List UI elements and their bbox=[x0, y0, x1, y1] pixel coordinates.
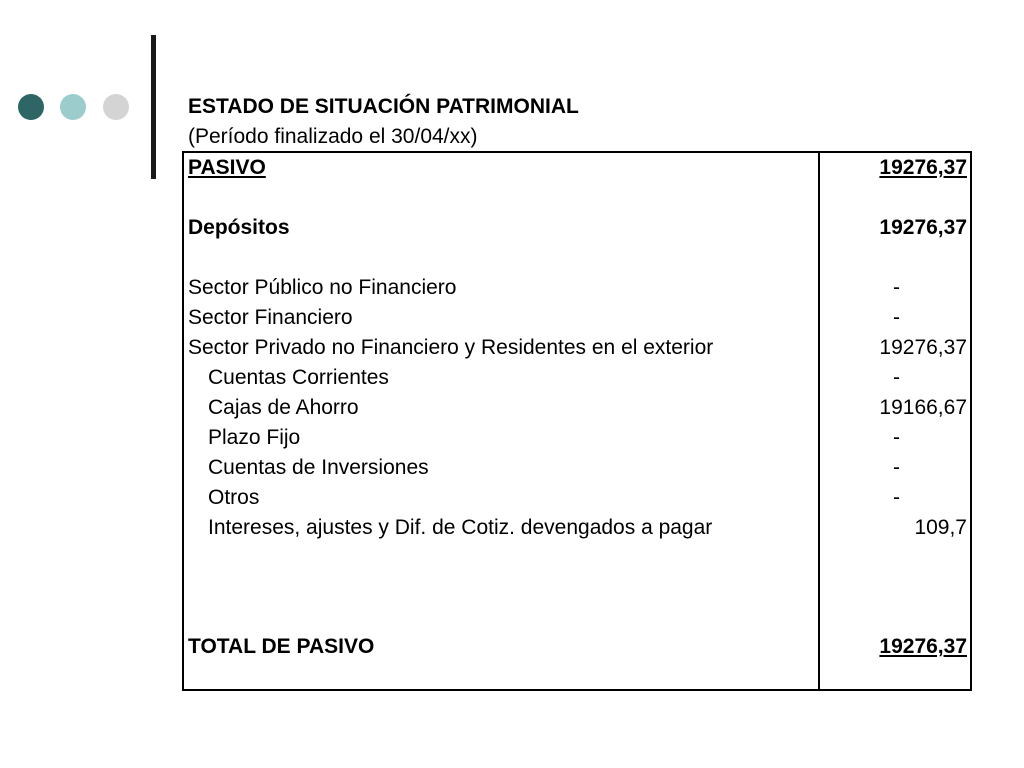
table-row-otros bbox=[184, 483, 970, 513]
row-label: Cuentas Corrientes bbox=[208, 366, 389, 389]
row-value: - bbox=[893, 456, 900, 479]
row-value: 19276,37 bbox=[879, 156, 967, 179]
row-value: 109,7 bbox=[914, 516, 967, 539]
table-row-plazo-fijo bbox=[184, 423, 970, 453]
row-label: PASIVO bbox=[188, 156, 266, 179]
row-label: Intereses, ajustes y Dif. de Cotiz. devengados a pagar bbox=[208, 516, 713, 539]
row-value: - bbox=[893, 276, 900, 299]
row-label: Sector Público no Financiero bbox=[188, 276, 457, 299]
table-row-cajas-ahorro bbox=[184, 393, 970, 423]
row-label: Cuentas de Inversiones bbox=[208, 456, 429, 479]
decorative-dot-dark bbox=[18, 94, 44, 120]
statement-period: (Período finalizado el 30/04/xx) bbox=[188, 125, 478, 148]
table-row-intereses bbox=[184, 513, 970, 543]
table-row-pasivo bbox=[184, 153, 970, 183]
decorative-vertical-rule bbox=[151, 35, 156, 179]
statement-title: ESTADO DE SITUACIÓN PATRIMONIAL bbox=[188, 95, 579, 118]
row-value: 19166,67 bbox=[879, 396, 967, 419]
decorative-dot-light bbox=[60, 94, 86, 120]
row-label: Plazo Fijo bbox=[208, 426, 301, 449]
decorative-dot-grey bbox=[103, 94, 129, 120]
table-row-sector-financiero bbox=[184, 303, 970, 333]
row-value: 19276,37 bbox=[879, 336, 967, 359]
row-label: TOTAL DE PASIVO bbox=[188, 635, 375, 658]
liabilities-table bbox=[182, 151, 972, 691]
table-row-cuentas-corrientes bbox=[184, 363, 970, 393]
table-row-sector-privado bbox=[184, 333, 970, 363]
table-row-depositos bbox=[184, 213, 970, 243]
row-value: 19276,37 bbox=[879, 635, 967, 658]
table-row-cuentas-inversiones bbox=[184, 453, 970, 483]
table-row-total bbox=[184, 632, 970, 662]
row-label: Depósitos bbox=[188, 216, 290, 239]
row-value: - bbox=[893, 426, 900, 449]
row-label: Sector Privado no Financiero y Residentes en el exterior bbox=[188, 336, 714, 359]
row-label: Sector Financiero bbox=[188, 306, 353, 329]
row-value: - bbox=[893, 486, 900, 509]
table-row-sector-publico bbox=[184, 273, 970, 303]
row-label: Otros bbox=[208, 486, 260, 509]
row-value: 19276,37 bbox=[879, 216, 967, 239]
row-value: - bbox=[893, 306, 900, 329]
row-label: Cajas de Ahorro bbox=[208, 396, 359, 419]
row-value: - bbox=[893, 366, 900, 389]
